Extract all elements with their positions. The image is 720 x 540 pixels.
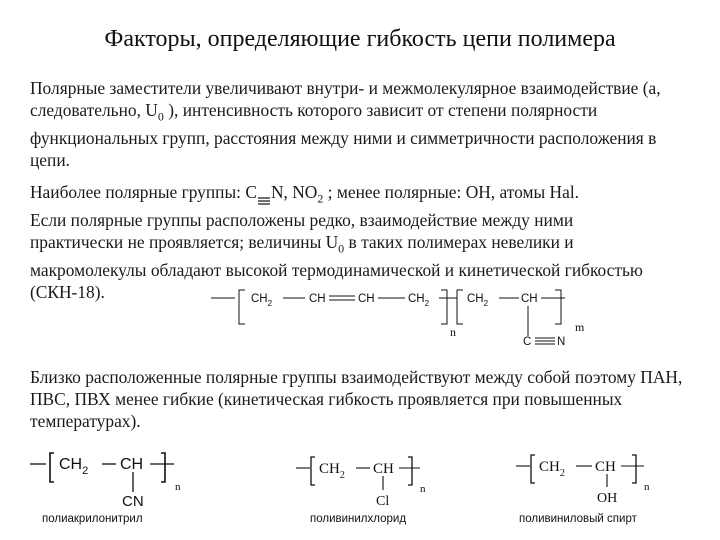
pvs-oh-group: OH [597,491,618,506]
paragraph-most-polar-groups [30,181,690,209]
skn-ch-b: CH [358,293,375,305]
pvc-cl-group: Cl [376,494,390,509]
pan-cn-group: CN [122,493,144,510]
skn-c-atom: C [523,336,532,348]
pvs-structure [514,452,694,532]
p2-text-a: Наиболее полярные группы: C [30,182,257,202]
skn-ch2-b: $CH_2$ [408,293,430,308]
pvs-caption: поливиниловый спирт [519,513,637,525]
skn18-structure [205,284,600,354]
p4-text: Близко расположенные полярные группы взаимодействуют между собой поэтому ПАН, ПВС, ПВХ менее гибкие (кинетическая гибкость проявляется при повышенных температурах). [30,367,683,431]
p2-text-b: N, NO [270,182,318,202]
skn-n-atom: N [557,336,566,348]
pvs-index-n: n [644,481,650,493]
pvc-ch: CH [373,461,394,477]
skn-index-m: m [575,320,585,334]
pan-structure [28,448,208,530]
pvc-index-n: n [420,483,426,495]
skn-ch2-a: $CH_2$ [251,293,273,308]
slide-title: Факторы, определяющие гибкость цепи полимера [104,26,616,52]
skn-ch2-c: $CH_2$ [467,293,489,308]
p3-subscript: 0 [338,241,345,256]
p1-text-end: ), интенсивность которого зависит от степени полярности функциональных групп, расстояния между ними и симметричности расположения в цепи. [30,100,657,171]
pan-index-n: n [175,481,181,493]
triple-bond-icon [258,189,270,199]
skn-ch-a: CH [309,293,326,305]
paragraph-close-polar-groups [30,366,690,432]
skn-ch-c: CH [521,293,538,305]
pan-caption: полиакрилонитрил [42,513,143,525]
p3-text-a: Если полярные группы расположены редко, взаимодействие между ними практически не проявляется; величины U [30,210,574,252]
p2-subscript: 2 [317,191,324,206]
p2-text-c: ; менее полярные: OH, атомы Hal. [323,182,579,202]
p3-text-b: в таких полимерах невелики и макромолекулы обладают высокой термодинамической и кинетической гибкостью (СКН-18). [30,232,643,303]
pan-ch2: $CH_2$ [59,456,89,477]
pvc-caption: поливинилхлорид [310,513,407,525]
pvc-ch2: $CH_2$ [319,461,345,481]
p1-text: Полярные заместители увеличивают внутри- и межмолекулярное взаимодействие (а, следовательно, U [30,78,661,120]
pvs-ch: CH [595,459,616,475]
pvc-structure [294,452,454,532]
p1-subscript: 0 [157,109,164,124]
pvs-ch2: $CH_2$ [539,459,565,479]
paragraph-polar-substituents [30,77,690,171]
pan-ch: CH [120,456,144,473]
skn-index-n: n [450,325,456,339]
